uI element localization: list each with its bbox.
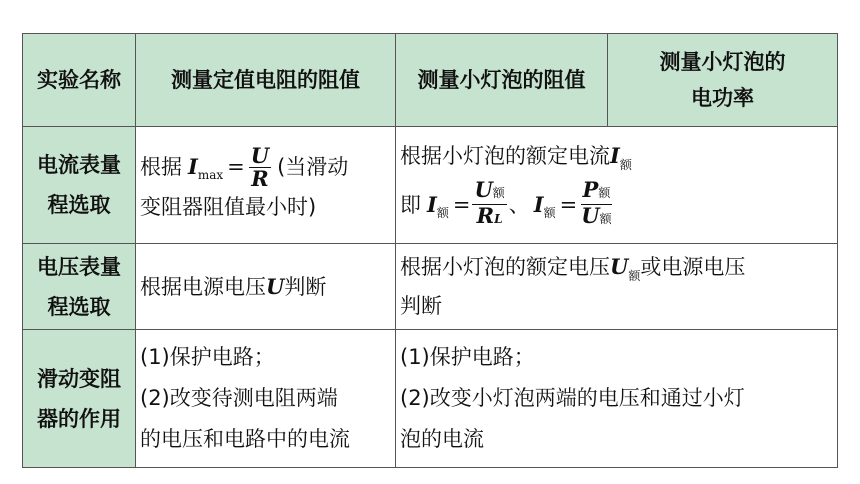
symbol-R-den: R [476, 203, 495, 228]
fraction-P-over-U [579, 179, 613, 230]
experiment-comparison-table [22, 33, 838, 468]
text-separator: 、 [508, 192, 530, 217]
fraction-denominator-Ue [579, 205, 613, 230]
row-label-voltmeter-line2: 程选取 [47, 294, 111, 319]
text-or-source-voltage: 或电源电压 [640, 255, 746, 279]
subscript-max: max [197, 168, 224, 182]
subscript-P-e: 额 [598, 186, 611, 200]
subscript-e1: 额 [436, 205, 449, 220]
text-condition-line2: 变阻器阻值最小时) [140, 195, 317, 219]
text-protect-circuit-1: (1)保护电路； [140, 345, 275, 369]
symbol-U-source: U [266, 273, 285, 299]
cell-ammeter-bulb [396, 127, 838, 244]
fraction-numerator-U: U [250, 142, 270, 168]
equals-sign: = [227, 155, 245, 179]
row-label-ammeter-line2: 程选取 [47, 193, 111, 217]
cell-voltmeter-fixed-resistor [136, 244, 396, 330]
subscript-L: L [494, 212, 503, 226]
text-change-voltage-1b: 的电压和电路中的电流 [140, 427, 350, 451]
text-protect-circuit-2: (1)保护电路； [400, 345, 535, 369]
header-bulb-power-line2: 电功率 [691, 86, 754, 110]
subscript-U-rated: 额 [628, 269, 641, 283]
row-rheostat-role [23, 330, 838, 468]
text-paren-open: (当滑动 [277, 155, 349, 179]
symbol-I: I [188, 154, 198, 179]
text-rated-voltage-line [400, 249, 833, 288]
fraction-numerator-Pe [581, 179, 613, 205]
fraction-denominator-R: R [251, 165, 269, 191]
row-label-ammeter-line1: 电流表量 [37, 153, 121, 177]
symbol-U-rated: U [610, 254, 629, 279]
fraction-denominator-RL [475, 205, 505, 230]
text-rated-current-line [400, 138, 833, 177]
header-fixed-resistor: 测量定值电阻的阻值 [136, 34, 396, 127]
header-bulb-power-line1: 测量小灯泡的 [659, 50, 786, 74]
row-ammeter-range [23, 127, 838, 244]
equals-sign-2: = [559, 192, 578, 217]
row-label-voltmeter [23, 244, 136, 330]
header-row [23, 34, 838, 127]
text-judge-line2: 判断 [400, 294, 442, 318]
cell-voltmeter-bulb [396, 244, 838, 330]
symbol-P-num: P [582, 177, 599, 202]
text-source-voltage: 根据电源电压 [140, 274, 266, 299]
row-label-voltmeter-line1: 电压表量 [37, 254, 121, 279]
header-experiment-name: 实验名称 [23, 34, 136, 127]
formula-rated-current-line [400, 177, 833, 233]
header-bulb-resistance: 测量小灯泡的阻值 [396, 34, 608, 127]
row-label-rheostat-line2: 器的作用 [37, 406, 121, 431]
row-label-rheostat [23, 330, 136, 468]
text-change-voltage-2b: 泡的电流 [400, 427, 484, 451]
text-rated-voltage: 根据小灯泡的额定电压 [400, 255, 610, 279]
fraction-U-over-R [249, 142, 271, 191]
row-voltmeter-range [23, 244, 838, 330]
header-bulb-power [608, 34, 838, 127]
symbol-U-den: U [581, 203, 600, 228]
text-ji: 即 [400, 192, 421, 217]
text-change-voltage-1: (2)改变待测电阻两端 [140, 386, 338, 410]
symbol-I-rated: I [610, 142, 620, 168]
subscript-e2: 额 [543, 205, 556, 220]
subscript-U-e: 额 [599, 212, 612, 226]
text-rated-current: 根据小灯泡的额定电流 [400, 143, 610, 168]
subscript-e: 额 [619, 157, 632, 172]
symbol-I-e1: I [427, 191, 437, 217]
cell-rheostat-fixed-resistor [136, 330, 396, 468]
row-label-rheostat-line1: 滑动变阻 [37, 366, 121, 391]
text-genju: 根据 [140, 155, 182, 179]
cell-ammeter-fixed-resistor [136, 127, 396, 244]
cell-rheostat-bulb [396, 330, 838, 468]
equals-sign-1: = [452, 192, 471, 217]
text-change-voltage-2: (2)改变小灯泡两端的电压和通过小灯 [400, 386, 745, 410]
symbol-I-e2: I [533, 191, 544, 217]
formula-imax-line [140, 142, 391, 191]
subscript-num-e: 额 [492, 186, 505, 200]
symbol-U-num: U [474, 177, 493, 202]
fraction-numerator-Ue [472, 179, 506, 205]
text-judge: 判断 [284, 274, 327, 299]
fraction-U-over-RL [472, 179, 506, 230]
row-label-ammeter [23, 127, 136, 244]
